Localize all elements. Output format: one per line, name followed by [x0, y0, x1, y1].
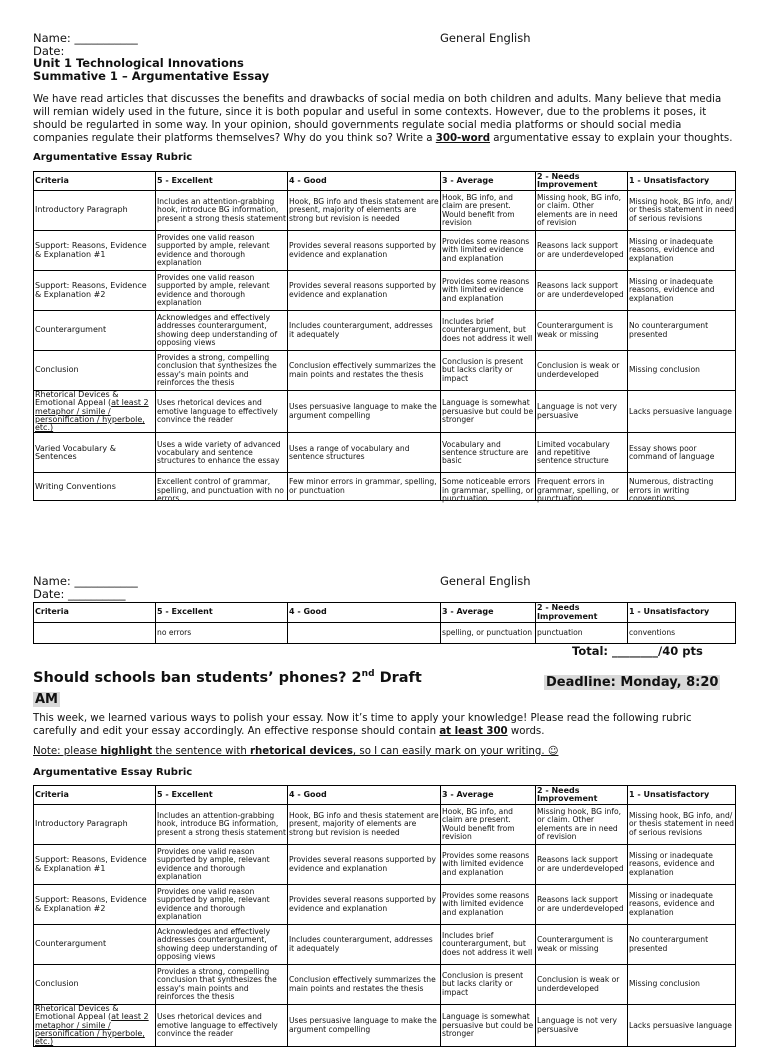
rubric-cell: Conclusion is present but lacks clarity or impact [441, 351, 536, 391]
criteria-cell [34, 1005, 156, 1047]
word-requirement: at least 300 [439, 726, 508, 737]
header-average: 3 - Average [441, 603, 536, 623]
rubric-cell: Provides some reasons with limited evidence and explanation [441, 845, 536, 885]
note-line [33, 745, 733, 758]
rubric-title: Argumentative Essay Rubric [33, 152, 193, 163]
rubric-cell: Conclusion is weak or underdeveloped [536, 351, 628, 391]
rubric-cell: Missing conclusion [628, 351, 736, 391]
rubric-cell: Uses persuasive language to make the argument compelling [288, 391, 441, 433]
rubric-cell: Provides several reasons supported by evidence and explanation [288, 271, 441, 311]
course-label-2: General English [440, 574, 531, 588]
rubric-cell-text: Few minor errors in grammar, spelling, or punctuation [289, 477, 437, 495]
table-row [34, 925, 736, 965]
rubric-cell: Provides several reasons supported by evidence and explanation [288, 885, 441, 925]
rubric-cell: Provides some reasons with limited evidence and explanation [441, 271, 536, 311]
table-row [34, 473, 736, 501]
instructions-text: This week, we learned various ways to polish your essay. Now it’s time to apply your knowledge! Please read the following rubric carefully and edit your essay accordingly. An effective response should contain [33, 713, 692, 737]
rubric-cell: Includes counterargument, addresses it adequately [288, 925, 441, 965]
criteria-cell: Counterargument [34, 925, 156, 965]
rubric-cell: Language is not very persuasive [536, 1005, 628, 1047]
criteria-cell: Support: Reasons, Evidence & Explanation #2 [34, 885, 156, 925]
deadline-am [33, 688, 60, 707]
rubric-cell: Provides one valid reason supported by ample, relevant evidence and thorough explanation [156, 271, 288, 311]
rubric-cell: Missing or inadequate reasons, evidence and explanation [628, 885, 736, 925]
rubric-cell: Counterargument is weak or missing [536, 925, 628, 965]
rubric-cell: punctuation [536, 623, 628, 644]
rubric-cell: conventions [628, 623, 736, 644]
criteria-cell: Support: Reasons, Evidence & Explanation #1 [34, 231, 156, 271]
criteria-cell: Counterargument [34, 311, 156, 351]
rubric-cell: Missing conclusion [628, 965, 736, 1005]
date-label: Date: [33, 44, 65, 58]
table-row [34, 231, 736, 271]
criteria-cell: Introductory Paragraph [34, 191, 156, 231]
rubric-cell: Language is somewhat persuasive but could be stronger [441, 391, 536, 433]
header-unsatisfactory: 1 - Unsatisfactory [628, 172, 736, 191]
rubric-cell: Includes an attention-grabbing hook, introduce BG information, present a strong thesis statement [156, 191, 288, 231]
essay-title-text: Should schools ban students’ phones? 2 [33, 669, 362, 686]
rubric-cell-text: Some noticeable errors in grammar, spelling, or punctuation [442, 477, 534, 504]
rubric-cell: Reasons lack support or are underdeveloped [536, 271, 628, 311]
rubric-cell: Includes counterargument, addresses it adequately [288, 311, 441, 351]
table-row [34, 885, 736, 925]
rubric-cell: No counterargument presented [628, 311, 736, 351]
rubric-cell: Uses a wide variety of advanced vocabulary and sentence structures to enhance the essay [156, 433, 288, 473]
table-row [34, 805, 736, 845]
table-row [34, 965, 736, 1005]
rubric-cell: Uses a range of vocabulary and sentence structures [288, 433, 441, 473]
deadline [544, 671, 720, 690]
header-criteria: Criteria [34, 603, 156, 623]
table-row [34, 433, 736, 473]
header-unsatisfactory: 1 - Unsatisfactory [628, 786, 736, 805]
rubric-cell: Hook, BG info and thesis statement are present, majority of elements are strong but revision is needed [288, 191, 441, 231]
rubric-cell: Provides some reasons with limited evidence and explanation [441, 231, 536, 271]
header-good: 4 - Good [288, 172, 441, 191]
header-good: 4 - Good [288, 603, 441, 623]
word-count: 300-word [435, 133, 491, 144]
table-row [34, 271, 736, 311]
rubric-cell: Missing or inadequate reasons, evidence and explanation [628, 845, 736, 885]
rubric-cell: Conclusion effectively summarizes the main points and restates the thesis [288, 351, 441, 391]
rubric-cell: Missing hook, BG info, and/ or thesis statement in need of serious revisions [628, 805, 736, 845]
rubric-cell: Hook, BG info, and claim are present. Would benefit from revision [441, 805, 536, 845]
table-row [34, 623, 736, 644]
rubric-cell: Missing hook, BG info, or claim. Other elements are in need of revision [536, 805, 628, 845]
rubric-cell: Lacks persuasive language [628, 391, 736, 433]
criteria-text: Rhetorical Devices & Emotional Appeal ( [35, 390, 119, 408]
header-unsatisfactory: 1 - Unsatisfactory [628, 603, 736, 623]
table-row [34, 191, 736, 231]
table-row [34, 1005, 736, 1047]
course-label: General English [440, 31, 531, 45]
criteria-cell: Support: Reasons, Evidence & Explanation #2 [34, 271, 156, 311]
page-2 [0, 540, 768, 1047]
rubric-cell: Essay shows poor command of language [628, 433, 736, 473]
header-criteria: Criteria [34, 172, 156, 191]
intro-text: We have read articles that discusses the benefits and drawbacks of social media on both children and adults. Many believe that media will remian widely used in the future, since it is both popular and useful in some contexts. However, due to the problems it poses, it should be regularted in some way. In your opinion, should governments regulate social media platforms or should social media companies regulate their platforms themselves? Why do you think so? Write a [33, 94, 722, 144]
rubric-cell: Provides some reasons with limited evidence and explanation [441, 885, 536, 925]
rubric-cell: Includes brief counterargument, but does not address it well [441, 925, 536, 965]
rubric-cell: Hook, BG info, and claim are present. Would benefit from revision [441, 191, 536, 231]
rubric-cell [628, 473, 736, 504]
header-excellent: 5 - Excellent [156, 172, 288, 191]
criteria-underlined: at least 2 metaphor / simile / personification / hyperbole, etc.) [35, 1012, 149, 1047]
instructions-text-end: words. [507, 726, 545, 737]
rubric-cell: Conclusion is present but lacks clarity or impact [441, 965, 536, 1005]
rubric-table-2 [33, 785, 736, 1047]
criteria-cell: Conclusion [34, 965, 156, 1005]
rubric-cell: Missing or inadequate reasons, evidence and explanation [628, 271, 736, 311]
note-text: Note: please [33, 746, 101, 757]
rubric-cell: Includes an attention-grabbing hook, introduce BG information, present a strong thesis statement [156, 805, 288, 845]
deadline-am-text: AM [35, 692, 58, 707]
essay-title-draft: Draft [374, 669, 422, 686]
note-text-mid: the sentence with [152, 746, 251, 757]
essay-title [33, 669, 422, 686]
instructions-paragraph [33, 712, 733, 738]
rubric-cell: Vocabulary and sentence structure are basic [441, 433, 536, 473]
rubric-cell: Acknowledges and effectively addresses counterargument, showing deep understanding of opposing views [156, 311, 288, 351]
rubric-table-continued [33, 602, 736, 644]
rubric-header-row [34, 172, 736, 191]
header-average: 3 - Average [441, 172, 536, 191]
rubric-cell: Provides one valid reason supported by ample, relevant evidence and thorough explanation [156, 231, 288, 271]
rubric-cell: Provides several reasons supported by evidence and explanation [288, 231, 441, 271]
rubric-title-2: Argumentative Essay Rubric [33, 767, 193, 778]
criteria-cell [34, 391, 156, 433]
criteria-cell [34, 623, 156, 644]
intro-text-end: argumentative essay to explain your thoughts. [490, 133, 733, 144]
criteria-cell: Writing Conventions [34, 473, 156, 501]
criteria-cell: Support: Reasons, Evidence & Explanation #1 [34, 845, 156, 885]
header-needs-improvement: 2 - Needs Improvement [536, 603, 628, 623]
header-needs-improvement: 2 - Needs Improvement [536, 786, 628, 805]
essay-title-sup: nd [361, 669, 375, 679]
rubric-cell [156, 473, 288, 504]
rubric-cell: Provides several reasons supported by evidence and explanation [288, 845, 441, 885]
header-criteria: Criteria [34, 786, 156, 805]
rubric-cell: Provides one valid reason supported by ample, relevant evidence and thorough explanation [156, 885, 288, 925]
table-row [34, 311, 736, 351]
rubric-cell: spelling, or punctuation [441, 623, 536, 644]
header-average: 3 - Average [441, 786, 536, 805]
table-row [34, 391, 736, 433]
rubric-cell: no errors [156, 623, 288, 644]
rubric-cell: Provides a strong, compelling conclusion that synthesizes the essay's main points and reinforces the thesis [156, 351, 288, 391]
rubric-cell-text: Numerous, distracting errors in writing conventions [629, 477, 714, 504]
rubric-cell: Reasons lack support or are underdeveloped [536, 885, 628, 925]
rubric-cell: Lacks persuasive language [628, 1005, 736, 1047]
header-needs-improvement: 2 - Needs Improvement [536, 172, 628, 191]
criteria-text: Rhetorical Devices & Emotional Appeal ( [35, 1004, 119, 1022]
date-label-2: Date: __________ [33, 587, 126, 601]
note-highlight: highlight [100, 746, 153, 757]
rubric-cell: Conclusion effectively summarizes the main points and restates the thesis [288, 965, 441, 1005]
table-row [34, 845, 736, 885]
rubric-cell: Uses persuasive language to make the argument compelling [288, 1005, 441, 1047]
rubric-header-row [34, 603, 736, 623]
rubric-cell: Missing hook, BG info, or claim. Other elements are in need of revision [536, 191, 628, 231]
header-good: 4 - Good [288, 786, 441, 805]
criteria-cell: Introductory Paragraph [34, 805, 156, 845]
rubric-cell-text: Excellent control of grammar, spelling, and punctuation with no errors [157, 477, 284, 504]
rubric-cell: Uses rhetorical devices and emotive language to effectively convince the reader [156, 391, 288, 433]
rubric-cell [536, 473, 628, 504]
rubric-cell: Provides one valid reason supported by ample, relevant evidence and thorough explanation [156, 845, 288, 885]
name-label-2: Name: ___________ [33, 574, 138, 588]
note-rhetorical: rhetorical devices [250, 746, 353, 757]
note-text-end: , so I can easily mark on your writing. ☺ [352, 746, 559, 757]
criteria-cell: Conclusion [34, 351, 156, 391]
rubric-cell-text: Frequent errors in grammar, spelling, or punctuation [537, 477, 619, 504]
rubric-cell [288, 623, 441, 644]
criteria-cell: Varied Vocabulary & Sentences [34, 433, 156, 473]
unit-title: Unit 1 Technological Innovations [33, 56, 244, 70]
header-excellent: 5 - Excellent [156, 786, 288, 805]
rubric-cell: Limited vocabulary and repetitive sentence structure [536, 433, 628, 473]
rubric-cell: Missing or inadequate reasons, evidence and explanation [628, 231, 736, 271]
rubric-cell: Reasons lack support or are underdeveloped [536, 231, 628, 271]
rubric-cell: Missing hook, BG info, and/ or thesis statement in need of serious revisions [628, 191, 736, 231]
rubric-cell: Includes brief counterargument, but does not address it well [441, 311, 536, 351]
rubric-cell: Conclusion is weak or underdeveloped [536, 965, 628, 1005]
deadline-text: Deadline: Monday, 8:20 [546, 675, 719, 690]
intro-paragraph [33, 93, 733, 145]
criteria-underlined: at least 2 metaphor / simile / personification / hyperbole, etc.) [35, 398, 149, 433]
rubric-cell: Uses rhetorical devices and emotive language to effectively convince the reader [156, 1005, 288, 1047]
rubric-cell: Provides a strong, compelling conclusion that synthesizes the essay's main points and reinforces the thesis [156, 965, 288, 1005]
rubric-cell: Language is not very persuasive [536, 391, 628, 433]
rubric-cell: Language is somewhat persuasive but could be stronger [441, 1005, 536, 1047]
rubric-cell: Reasons lack support or are underdeveloped [536, 845, 628, 885]
rubric-cell [441, 473, 536, 504]
rubric-cell: No counterargument presented [628, 925, 736, 965]
table-row [34, 351, 736, 391]
rubric-cell [288, 473, 441, 501]
total-score: Total: ________/40 pts [572, 644, 703, 658]
header-excellent: 5 - Excellent [156, 603, 288, 623]
rubric-cell: Hook, BG info and thesis statement are present, majority of elements are strong but revision is needed [288, 805, 441, 845]
rubric-table-1 [33, 171, 736, 504]
rubric-cell: Acknowledges and effectively addresses counterargument, showing deep understanding of opposing views [156, 925, 288, 965]
name-label: Name: ___________ [33, 31, 138, 45]
summative-title: Summative 1 – Argumentative Essay [33, 69, 270, 83]
rubric-header-row [34, 786, 736, 805]
rubric-cell: Counterargument is weak or missing [536, 311, 628, 351]
